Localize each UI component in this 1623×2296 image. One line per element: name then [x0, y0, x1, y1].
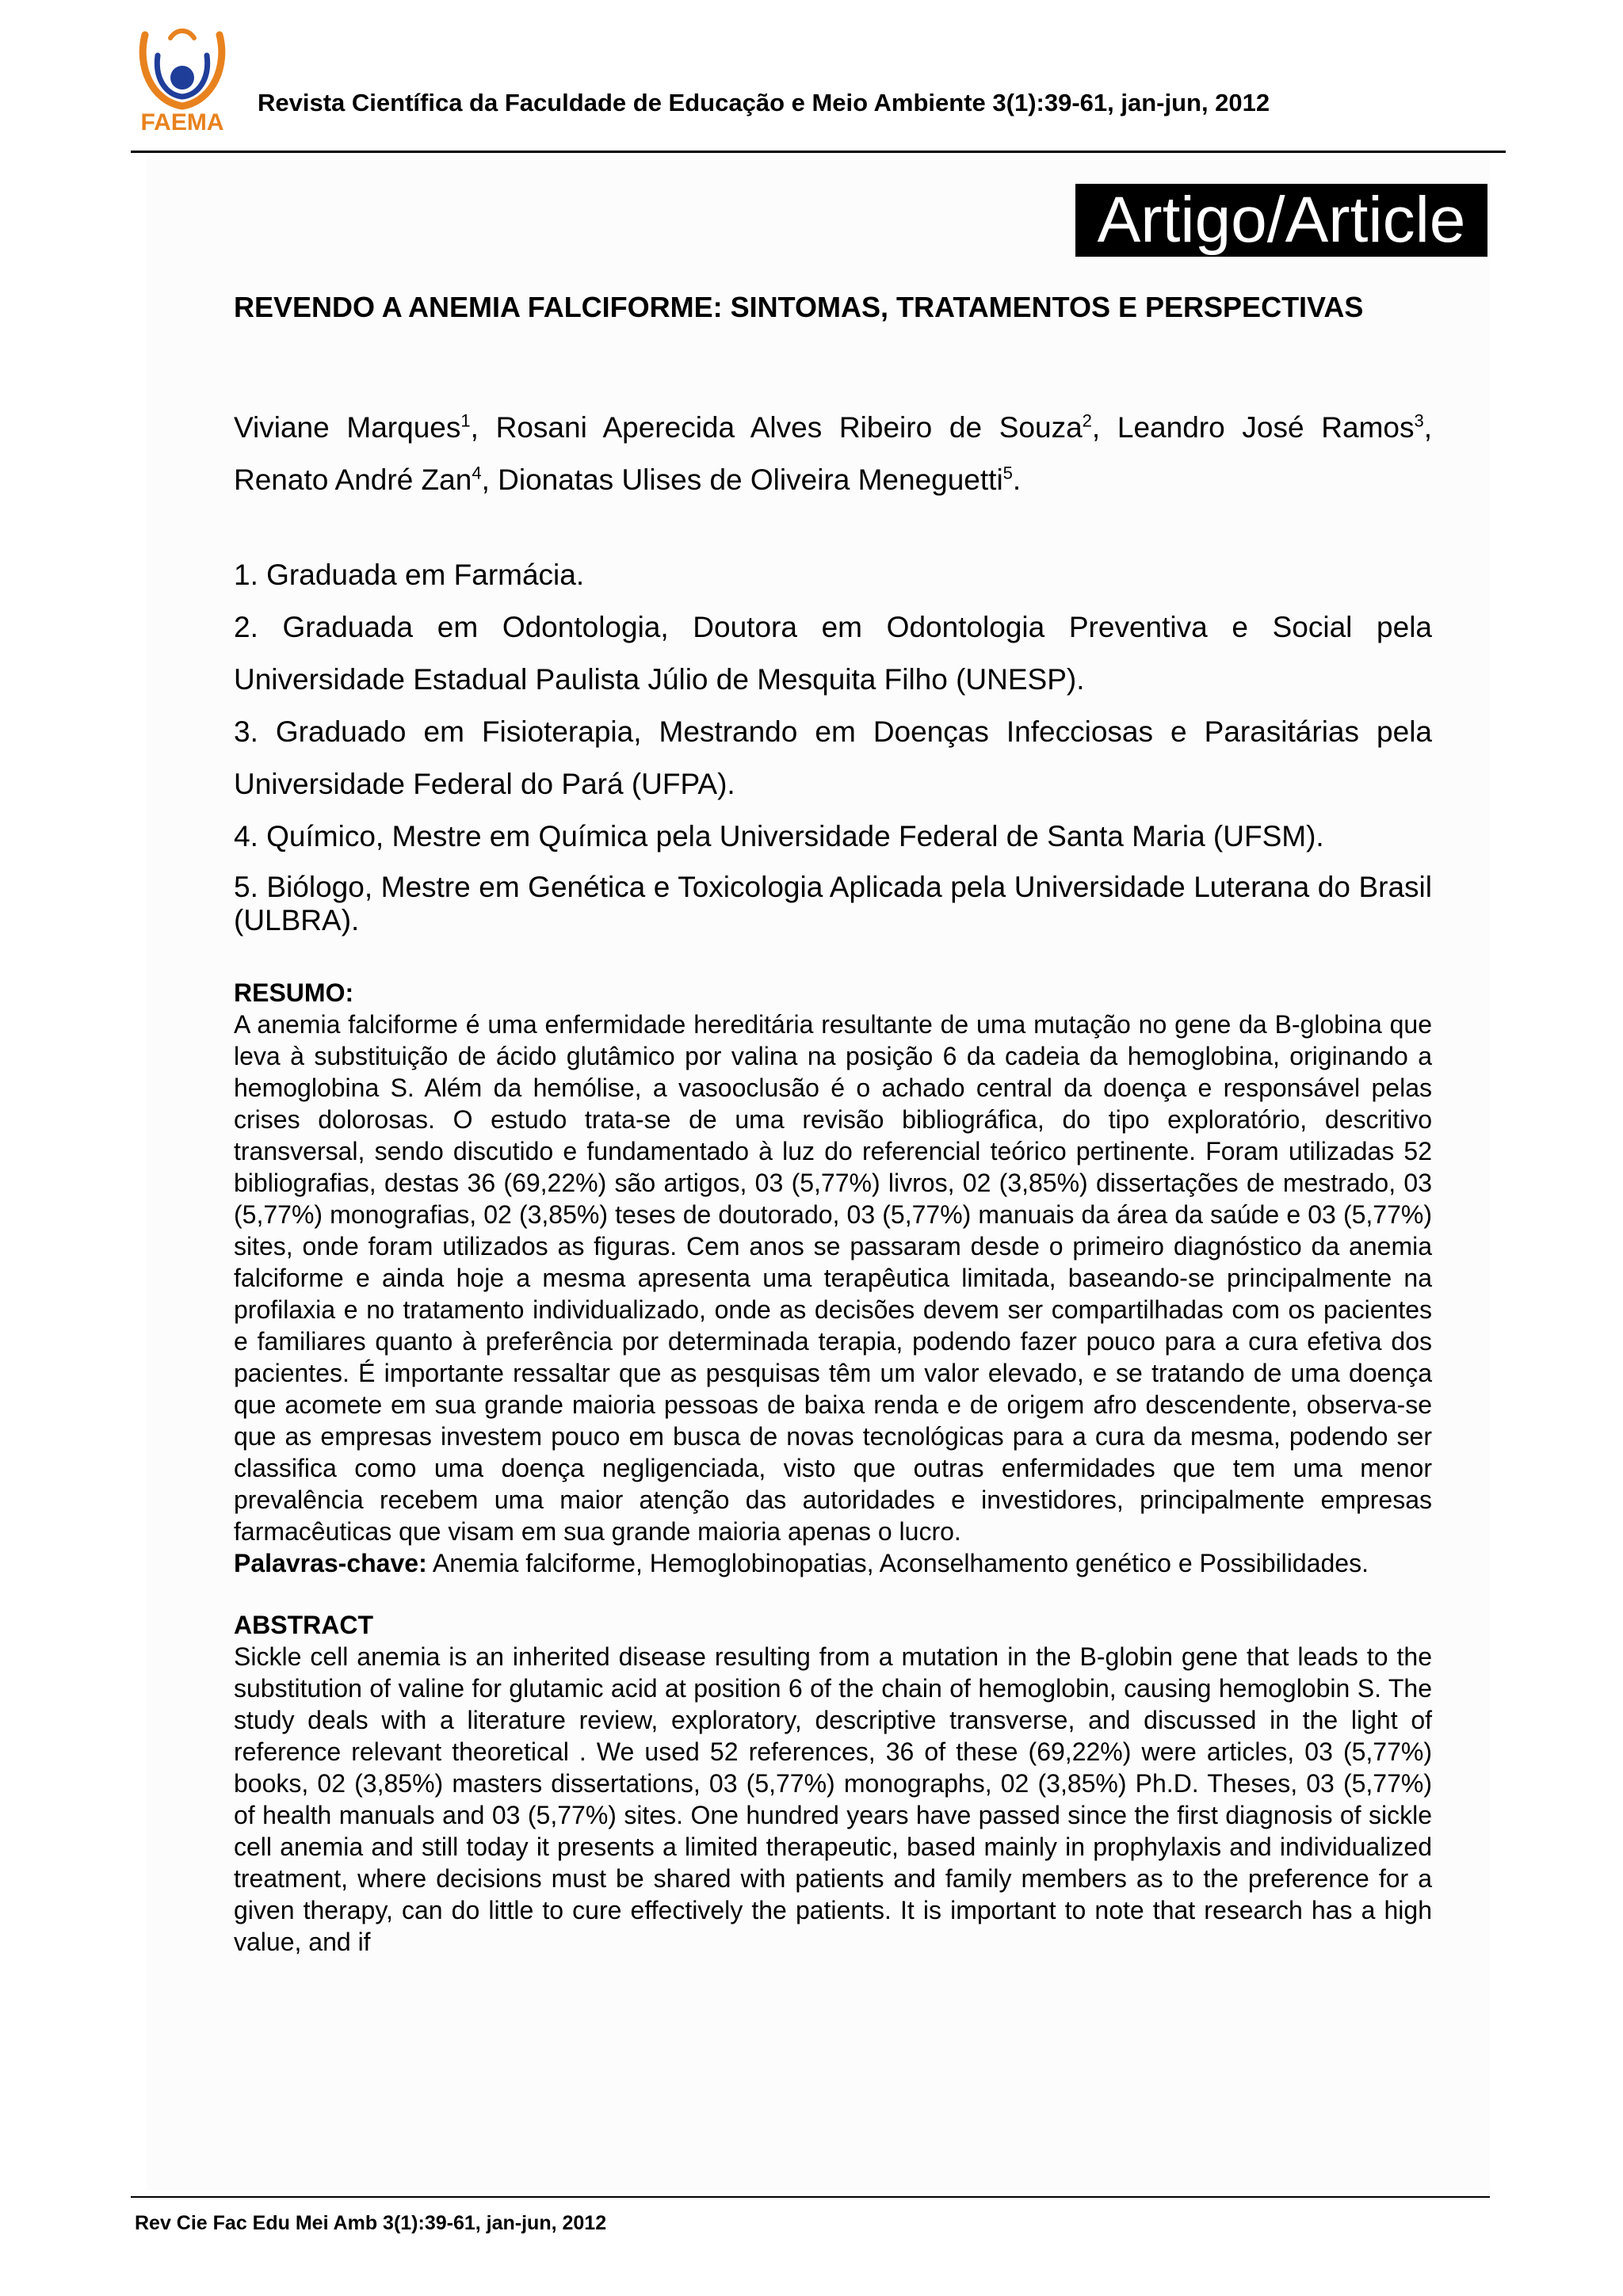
author-affiliation-marker: 3 — [1414, 410, 1424, 431]
author-separator: , — [481, 463, 498, 496]
affiliation-list — [234, 549, 1432, 937]
author-affiliation-marker: 4 — [472, 463, 482, 483]
footer-citation: Rev Cie Fac Edu Mei Amb 3(1):39-61, jan-jun, 2012 — [135, 2212, 607, 2234]
affiliation-item: 4. Químico, Mestre em Química pela Universidade Federal de Santa Maria (UFSM). — [234, 820, 1324, 852]
faema-logo-icon — [131, 17, 234, 136]
keywords — [234, 1547, 1432, 1579]
affiliation-item: 2. Graduada em Odontologia, Doutora em Odontologia Preventiva e Social pela Universidade Estadual Paulista Júlio de Mesquita Filho (UNESP). — [234, 611, 1432, 696]
journal-title: Revista Científica da Faculdade de Educação e Meio Ambiente 3(1):39-61, jan-jun, 2012 — [258, 89, 1270, 116]
author-name: Dionatas Ulises de Oliveira Meneguetti — [498, 463, 1003, 496]
header-divider — [131, 151, 1506, 153]
affiliation-item: 1. Graduada em Farmácia. — [234, 559, 585, 591]
author-list — [234, 402, 1432, 506]
affiliation-item: 5. Biólogo, Mestre em Genética e Toxicologia Aplicada pela Universidade Luterana do Brasil (ULBRA). — [234, 871, 1432, 936]
abstract-text: Sickle cell anemia is an inherited disease resulting from a mutation in the B-globin gene that leads to the substitution of valine for glutamic acid at position 6 of the chain of hemoglobin, causing hemoglobin S. The study deals with a literature review, exploratory, descriptive transverse, and discussed in the light of reference relevant theoretical . We used 52 references, 36 of these (69,22%) were articles, 03 (5,77%) books, 02 (3,85%) masters dissertations, 03 (5,77%) monographs, 02 (3,85%) Ph.D. Theses, 03 (5,77%) of health manuals and 03 (5,77%) sites. One hundred years have passed since the first diagnosis of sickle cell anemia and still today it presents a limited therapeutic, based mainly in prophylaxis and individualized treatment, where decisions must be shared with patients and family members as to the preference for a given therapy, can do little to cure effectively the patients. It is important to note that research has a high value, and if — [234, 1642, 1432, 1956]
faema-logo — [131, 17, 234, 136]
author-affiliation-marker: 5 — [1002, 463, 1013, 483]
logo-wordmark: FAEMA — [140, 109, 224, 135]
author-name: Viviane Marques — [234, 411, 461, 444]
author-separator: . — [1012, 463, 1022, 496]
author-separator: , — [1091, 411, 1117, 444]
resumo-text: A anemia falciforme é uma enfermidade hereditária resultante de uma mutação no gene da B-globina que leva à substituição de ácido glutâmico por valina na posição 6 da cadeia da hemoglobina, originando a hemoglobina S. Além da hemólise, a vasooclusão é o achado central da doença e responsável pelas crises dolorosas. O estudo trata-se de uma revisão bibliográfica, do tipo exploratório, descritivo transversal, sendo discutido e fundamentado à luz do referencial teórico pertinente. Foram utilizadas 52 bibliografias, destas 36 (69,22%) são artigos, 03 (5,77%) livros, 02 (3,85%) dissertações de mestrado, 03 (5,77%) monografias, 02 (3,85%) teses de doutorado, 03 (5,77%) manuais da área da saúde e 03 (5,77%) sites, onde foram utilizados as figuras. Cem anos se passaram desde o primeiro diagnóstico da anemia falciforme e ainda hoje a mesma apresenta uma terapêutica limitada, baseando-se principalmente na profilaxia e no tratamento individualizado, onde as decisões devem ser compartilhadas com os pacientes e familiares quanto à preferência por determinada terapia, podendo fazer pouco para a cura efetiva dos pacientes. É importante ressaltar que as pesquisas têm um valor elevado, e se tratando de uma doença que acomete em sua grande maioria pessoas de baixa renda e de origem afro descendente, observa-se que as empresas investem pouco em busca de novas tecnológicas para a cura da mesma, podendo ser classifica como uma doença negligenciada, visto que outras enfermidades que tem uma menor prevalência recebem uma maior atenção das autoridades e investidores, principalmente empresas farmacêuticas que visam em sua grande maioria apenas o lucro. — [234, 1010, 1432, 1546]
author-separator: , — [470, 411, 496, 444]
author-affiliation-marker: 1 — [460, 410, 471, 431]
keywords-text: Anemia falciforme, Hemoglobinopatias, Aconselhamento genético e Possibilidades. — [426, 1549, 1369, 1577]
author-separator: , — [1423, 411, 1433, 444]
keywords-label: Palavras-chave: — [234, 1549, 427, 1577]
author-name: Rosani Aperecida Alves Ribeiro de Souza — [495, 411, 1083, 444]
author-name: Leandro José Ramos — [1117, 411, 1415, 444]
article-body — [234, 281, 1432, 1958]
author-name: Renato André Zan — [234, 463, 472, 496]
article-type-badge: Artigo/Article — [1075, 184, 1487, 257]
affiliation-item: 3. Graduado em Fisioterapia, Mestrando em Doenças Infecciosas e Parasitárias pela Universidade Federal do Pará (UFPA). — [234, 715, 1432, 800]
footer-divider — [131, 2196, 1490, 2198]
article-title: REVENDO A ANEMIA FALCIFORME: SINTOMAS, TRATAMENTOS E PERSPECTIVAS — [234, 291, 1364, 323]
resumo-heading: RESUMO: — [234, 978, 354, 1007]
abstract-heading: ABSTRACT — [234, 1611, 373, 1639]
author-affiliation-marker: 2 — [1082, 410, 1092, 431]
